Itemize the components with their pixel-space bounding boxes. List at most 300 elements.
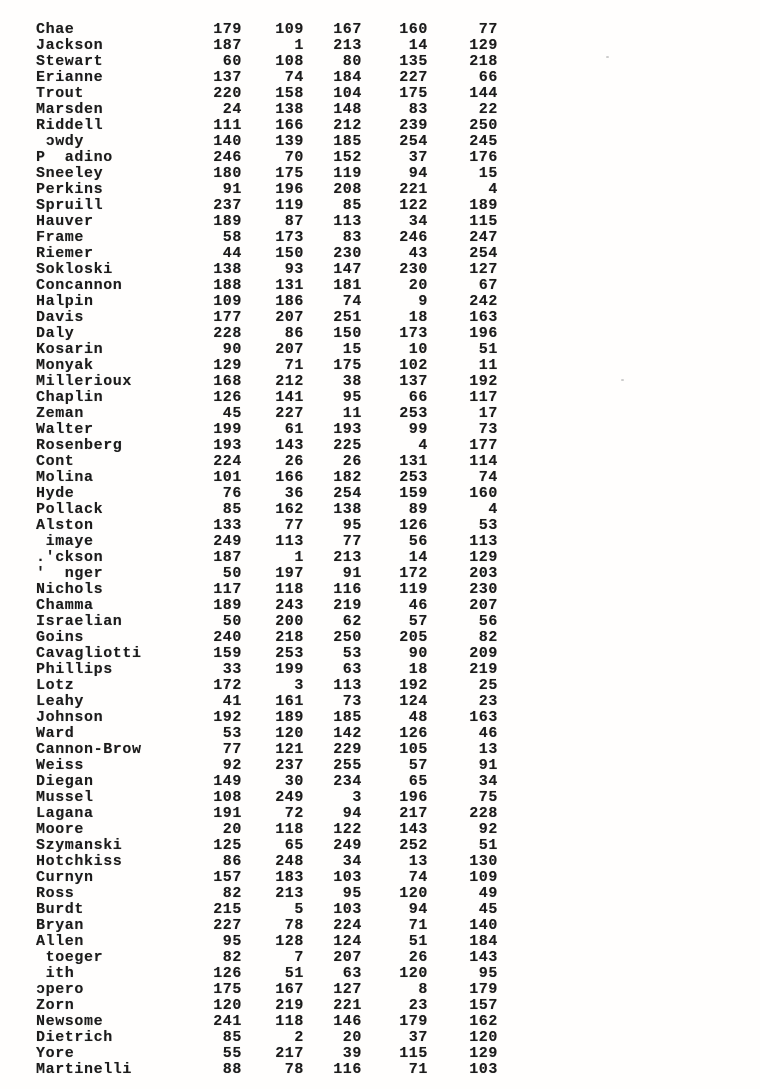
value-cell-3: 147	[333, 261, 362, 278]
value-cell-1: 191	[213, 805, 242, 822]
value-cell-1: 111	[213, 117, 242, 134]
name-cell: Davis	[36, 309, 85, 326]
value-cell-2: 71	[284, 357, 304, 374]
table-row	[36, 726, 506, 742]
table-row	[36, 934, 506, 950]
value-cell-1: 53	[222, 725, 242, 742]
name-cell: Halpin	[36, 293, 94, 310]
value-cell-5: 177	[469, 437, 498, 454]
value-cell-4: 56	[408, 533, 428, 550]
table-row	[36, 406, 506, 422]
value-cell-2: 108	[275, 53, 304, 70]
table-row	[36, 150, 506, 166]
value-cell-2: 36	[284, 485, 304, 502]
value-cell-1: 187	[213, 549, 242, 566]
value-cell-1: 120	[213, 997, 242, 1014]
value-cell-2: 196	[275, 181, 304, 198]
value-cell-4: 172	[399, 565, 428, 582]
table-row	[36, 294, 506, 310]
table-row	[36, 1030, 506, 1046]
value-cell-1: 172	[213, 677, 242, 694]
value-cell-2: 78	[284, 1061, 304, 1078]
value-cell-1: 86	[222, 853, 242, 870]
value-cell-1: 180	[213, 165, 242, 182]
value-cell-1: 85	[222, 1029, 242, 1046]
value-cell-2: 189	[275, 709, 304, 726]
value-cell-3: 116	[333, 581, 362, 598]
value-cell-1: 237	[213, 197, 242, 214]
value-cell-1: 224	[213, 453, 242, 470]
table-row	[36, 838, 506, 854]
value-cell-1: 76	[222, 485, 242, 502]
scan-noise-speck	[606, 56, 609, 58]
value-cell-4: 90	[408, 645, 428, 662]
value-cell-4: 120	[399, 965, 428, 982]
value-cell-5: 77	[478, 21, 498, 38]
value-cell-2: 87	[284, 213, 304, 230]
value-cell-4: 14	[408, 549, 428, 566]
name-cell: Moore	[36, 821, 85, 838]
name-cell: P adino	[36, 149, 113, 166]
value-cell-3: 182	[333, 469, 362, 486]
value-cell-1: 138	[213, 261, 242, 278]
name-cell: ɔwdy	[36, 133, 85, 150]
value-cell-3: 224	[333, 917, 362, 934]
data-table	[36, 21, 506, 1078]
name-cell: Johnson	[36, 709, 104, 726]
value-cell-4: 124	[399, 693, 428, 710]
value-cell-4: 26	[408, 949, 428, 966]
value-cell-3: 62	[342, 613, 362, 630]
value-cell-5: 82	[478, 629, 498, 646]
name-cell: Ross	[36, 885, 75, 902]
value-cell-5: 228	[469, 805, 498, 822]
name-cell: Lagana	[36, 805, 94, 822]
table-row	[36, 326, 506, 342]
table-row	[36, 902, 506, 918]
value-cell-5: 196	[469, 325, 498, 342]
name-cell: ɔpero	[36, 981, 85, 998]
value-cell-4: 227	[399, 69, 428, 86]
value-cell-4: 71	[408, 1061, 428, 1078]
value-cell-4: 10	[408, 341, 428, 358]
name-cell: Burdt	[36, 901, 85, 918]
value-cell-1: 117	[213, 581, 242, 598]
name-cell: Martinelli	[36, 1061, 133, 1078]
value-cell-1: 129	[213, 357, 242, 374]
name-cell: Weiss	[36, 757, 85, 774]
value-cell-1: 189	[213, 213, 242, 230]
name-cell: Dietrich	[36, 1029, 113, 1046]
value-cell-5: 129	[469, 37, 498, 54]
value-cell-2: 138	[275, 101, 304, 118]
name-cell: Newsome	[36, 1013, 104, 1030]
value-cell-5: 219	[469, 661, 498, 678]
value-cell-4: 23	[408, 997, 428, 1014]
value-cell-5: 129	[469, 549, 498, 566]
table-row	[36, 774, 506, 790]
name-cell: Frame	[36, 229, 85, 246]
value-cell-1: 109	[213, 293, 242, 310]
value-cell-2: 158	[275, 85, 304, 102]
value-cell-3: 91	[342, 565, 362, 582]
value-cell-2: 199	[275, 661, 304, 678]
name-cell: Monyak	[36, 357, 94, 374]
scan-cutoff-clip	[36, 1061, 506, 1078]
value-cell-3: 152	[333, 149, 362, 166]
value-cell-2: 65	[284, 837, 304, 854]
value-cell-3: 95	[342, 517, 362, 534]
value-cell-1: 189	[213, 597, 242, 614]
value-cell-4: 120	[399, 885, 428, 902]
value-cell-3: 73	[342, 693, 362, 710]
value-cell-5: 92	[478, 821, 498, 838]
value-cell-2: 141	[275, 389, 304, 406]
name-cell: Leahy	[36, 693, 85, 710]
value-cell-1: 108	[213, 789, 242, 806]
value-cell-4: 230	[399, 261, 428, 278]
value-cell-5: 209	[469, 645, 498, 662]
name-cell: Trout	[36, 85, 85, 102]
value-cell-2: 200	[275, 613, 304, 630]
name-cell: Yore	[36, 1045, 75, 1062]
value-cell-2: 113	[275, 533, 304, 550]
value-cell-4: 175	[399, 85, 428, 102]
value-cell-5: 176	[469, 149, 498, 166]
value-cell-4: 57	[408, 613, 428, 630]
value-cell-1: 126	[213, 965, 242, 982]
value-cell-4: 143	[399, 821, 428, 838]
value-cell-1: 126	[213, 389, 242, 406]
name-cell: Rosenberg	[36, 437, 123, 454]
value-cell-3: 255	[333, 757, 362, 774]
value-cell-5: 4	[488, 181, 498, 198]
table-row	[36, 70, 506, 86]
table-row	[36, 198, 506, 214]
value-cell-1: 82	[222, 885, 242, 902]
name-cell: Goins	[36, 629, 85, 646]
value-cell-3: 77	[342, 533, 362, 550]
value-cell-2: 197	[275, 565, 304, 582]
value-cell-2: 3	[294, 677, 304, 694]
value-cell-4: 8	[418, 981, 428, 998]
value-cell-2: 51	[284, 965, 304, 982]
value-cell-4: 239	[399, 117, 428, 134]
value-cell-1: 187	[213, 37, 242, 54]
table-row	[36, 886, 506, 902]
value-cell-2: 118	[275, 1013, 304, 1030]
table-row	[36, 118, 506, 134]
table-row	[36, 518, 506, 534]
name-cell: Millerioux	[36, 373, 133, 390]
value-cell-5: 127	[469, 261, 498, 278]
value-cell-4: 71	[408, 917, 428, 934]
value-cell-2: 78	[284, 917, 304, 934]
value-cell-3: 26	[342, 453, 362, 470]
value-cell-3: 95	[342, 885, 362, 902]
value-cell-1: 192	[213, 709, 242, 726]
value-cell-1: 215	[213, 901, 242, 918]
value-cell-2: 243	[275, 597, 304, 614]
value-cell-5: 184	[469, 933, 498, 950]
name-cell: Cont	[36, 453, 75, 470]
value-cell-2: 217	[275, 1045, 304, 1062]
value-cell-3: 122	[333, 821, 362, 838]
value-cell-5: 143	[469, 949, 498, 966]
value-cell-5: 56	[478, 613, 498, 630]
value-cell-3: 3	[352, 789, 362, 806]
value-cell-5: 4	[488, 501, 498, 518]
value-cell-1: 50	[222, 565, 242, 582]
table-row	[36, 694, 506, 710]
value-cell-5: 179	[469, 981, 498, 998]
value-cell-1: 125	[213, 837, 242, 854]
value-cell-2: 139	[275, 133, 304, 150]
table-row	[36, 790, 506, 806]
value-cell-5: 13	[478, 741, 498, 758]
value-cell-1: 188	[213, 277, 242, 294]
value-cell-5: 130	[469, 853, 498, 870]
value-cell-4: 160	[399, 21, 428, 38]
table-row	[36, 342, 506, 358]
value-cell-4: 126	[399, 725, 428, 742]
name-cell: Allen	[36, 933, 85, 950]
name-cell: Zorn	[36, 997, 75, 1014]
value-cell-3: 213	[333, 549, 362, 566]
table-row	[36, 230, 506, 246]
value-cell-5: 218	[469, 53, 498, 70]
table-row	[36, 22, 506, 38]
value-cell-5: 23	[478, 693, 498, 710]
value-cell-5: 25	[478, 677, 498, 694]
value-cell-5: 75	[478, 789, 498, 806]
value-cell-3: 124	[333, 933, 362, 950]
name-cell: Hyde	[36, 485, 75, 502]
value-cell-3: 221	[333, 997, 362, 1014]
name-cell: Perkins	[36, 181, 104, 198]
value-cell-5: 17	[478, 405, 498, 422]
value-cell-1: 82	[222, 949, 242, 966]
name-cell: Hauver	[36, 213, 94, 230]
value-cell-3: 38	[342, 373, 362, 390]
value-cell-1: 41	[222, 693, 242, 710]
value-cell-3: 94	[342, 805, 362, 822]
value-cell-5: 203	[469, 565, 498, 582]
value-cell-4: 14	[408, 37, 428, 54]
value-cell-4: 137	[399, 373, 428, 390]
table-row	[36, 758, 506, 774]
name-cell: Concannon	[36, 277, 123, 294]
value-cell-2: 227	[275, 405, 304, 422]
value-cell-3: 193	[333, 421, 362, 438]
table-row	[36, 582, 506, 598]
value-cell-2: 74	[284, 69, 304, 86]
table-row	[36, 550, 506, 566]
value-cell-2: 1	[294, 549, 304, 566]
table-row	[36, 918, 506, 934]
value-cell-2: 162	[275, 501, 304, 518]
value-cell-3: 11	[342, 405, 362, 422]
value-cell-1: 90	[222, 341, 242, 358]
value-cell-1: 133	[213, 517, 242, 534]
value-cell-1: 60	[222, 53, 242, 70]
value-cell-5: 22	[478, 101, 498, 118]
value-cell-3: 181	[333, 277, 362, 294]
value-cell-4: 102	[399, 357, 428, 374]
name-cell: Riemer	[36, 245, 94, 262]
value-cell-2: 61	[284, 421, 304, 438]
value-cell-2: 207	[275, 341, 304, 358]
value-cell-2: 218	[275, 629, 304, 646]
value-cell-2: 26	[284, 453, 304, 470]
value-cell-1: 91	[222, 181, 242, 198]
value-cell-3: 148	[333, 101, 362, 118]
value-cell-4: 105	[399, 741, 428, 758]
value-cell-4: 74	[408, 869, 428, 886]
value-cell-2: 161	[275, 693, 304, 710]
table-row	[36, 614, 506, 630]
value-cell-4: 126	[399, 517, 428, 534]
value-cell-1: 85	[222, 501, 242, 518]
value-cell-2: 167	[275, 981, 304, 998]
value-cell-5: 162	[469, 1013, 498, 1030]
table-row	[36, 678, 506, 694]
value-cell-4: 253	[399, 405, 428, 422]
name-cell: Spruill	[36, 197, 104, 214]
value-cell-1: 33	[222, 661, 242, 678]
value-cell-3: 230	[333, 245, 362, 262]
value-cell-4: 131	[399, 453, 428, 470]
value-cell-1: 149	[213, 773, 242, 790]
table-row	[36, 422, 506, 438]
table-row	[36, 310, 506, 326]
value-cell-5: 207	[469, 597, 498, 614]
table-row	[36, 182, 506, 198]
value-cell-3: 95	[342, 389, 362, 406]
value-cell-1: 88	[222, 1061, 242, 1078]
value-cell-1: 249	[213, 533, 242, 550]
value-cell-4: 94	[408, 901, 428, 918]
name-cell: Chae	[36, 21, 75, 38]
value-cell-4: 4	[418, 437, 428, 454]
value-cell-3: 104	[333, 85, 362, 102]
name-cell: Alston	[36, 517, 94, 534]
value-cell-1: 177	[213, 309, 242, 326]
value-cell-5: 163	[469, 709, 498, 726]
value-cell-4: 48	[408, 709, 428, 726]
scan-noise-speck	[621, 379, 624, 381]
value-cell-4: 37	[408, 149, 428, 166]
name-cell: .'ckson	[36, 549, 104, 566]
value-cell-1: 241	[213, 1013, 242, 1030]
value-cell-1: 140	[213, 133, 242, 150]
value-cell-2: 253	[275, 645, 304, 662]
value-cell-5: 34	[478, 773, 498, 790]
value-cell-2: 143	[275, 437, 304, 454]
value-cell-4: 119	[399, 581, 428, 598]
value-cell-5: 113	[469, 533, 498, 550]
value-cell-4: 83	[408, 101, 428, 118]
value-cell-1: 227	[213, 917, 242, 934]
value-cell-2: 118	[275, 821, 304, 838]
value-cell-4: 20	[408, 277, 428, 294]
value-cell-2: 150	[275, 245, 304, 262]
value-cell-3: 63	[342, 965, 362, 982]
table-row	[36, 1014, 506, 1030]
table-row	[36, 214, 506, 230]
value-cell-5: 140	[469, 917, 498, 934]
value-cell-1: 228	[213, 325, 242, 342]
value-cell-3: 103	[333, 869, 362, 886]
name-cell: Szymanski	[36, 837, 123, 854]
table-row	[36, 246, 506, 262]
value-cell-5: 254	[469, 245, 498, 262]
value-cell-1: 95	[222, 933, 242, 950]
value-cell-2: 212	[275, 373, 304, 390]
value-cell-2: 237	[275, 757, 304, 774]
name-cell: Daly	[36, 325, 75, 342]
value-cell-3: 63	[342, 661, 362, 678]
value-cell-1: 199	[213, 421, 242, 438]
table-row	[36, 566, 506, 582]
value-cell-2: 249	[275, 789, 304, 806]
table-row	[36, 630, 506, 646]
name-cell: Walter	[36, 421, 94, 438]
table-row	[36, 454, 506, 470]
table-row	[36, 166, 506, 182]
value-cell-4: 122	[399, 197, 428, 214]
value-cell-5: 49	[478, 885, 498, 902]
value-cell-1: 24	[222, 101, 242, 118]
name-cell: Cavagliotti	[36, 645, 142, 662]
value-cell-4: 65	[408, 773, 428, 790]
value-cell-5: 192	[469, 373, 498, 390]
value-cell-4: 18	[408, 661, 428, 678]
value-cell-5: 250	[469, 117, 498, 134]
table-row	[36, 966, 506, 982]
value-cell-5: 73	[478, 421, 498, 438]
value-cell-2: 30	[284, 773, 304, 790]
value-cell-3: 15	[342, 341, 362, 358]
table-row	[36, 982, 506, 998]
value-cell-5: 66	[478, 69, 498, 86]
value-cell-3: 74	[342, 293, 362, 310]
value-cell-4: 254	[399, 133, 428, 150]
value-cell-4: 66	[408, 389, 428, 406]
value-cell-2: 70	[284, 149, 304, 166]
value-cell-3: 119	[333, 165, 362, 182]
value-cell-3: 146	[333, 1013, 362, 1030]
value-cell-4: 246	[399, 229, 428, 246]
name-cell: Stewart	[36, 53, 104, 70]
name-cell: Pollack	[36, 501, 104, 518]
value-cell-2: 2	[294, 1029, 304, 1046]
name-cell: Bryan	[36, 917, 85, 934]
value-cell-3: 254	[333, 485, 362, 502]
value-cell-3: 20	[342, 1029, 362, 1046]
value-cell-3: 213	[333, 37, 362, 54]
table-row	[36, 470, 506, 486]
table-row	[36, 262, 506, 278]
value-cell-3: 225	[333, 437, 362, 454]
value-cell-4: 205	[399, 629, 428, 646]
value-cell-5: 163	[469, 309, 498, 326]
value-cell-4: 135	[399, 53, 428, 70]
value-cell-1: 159	[213, 645, 242, 662]
value-cell-2: 86	[284, 325, 304, 342]
value-cell-1: 168	[213, 373, 242, 390]
table-row	[36, 822, 506, 838]
